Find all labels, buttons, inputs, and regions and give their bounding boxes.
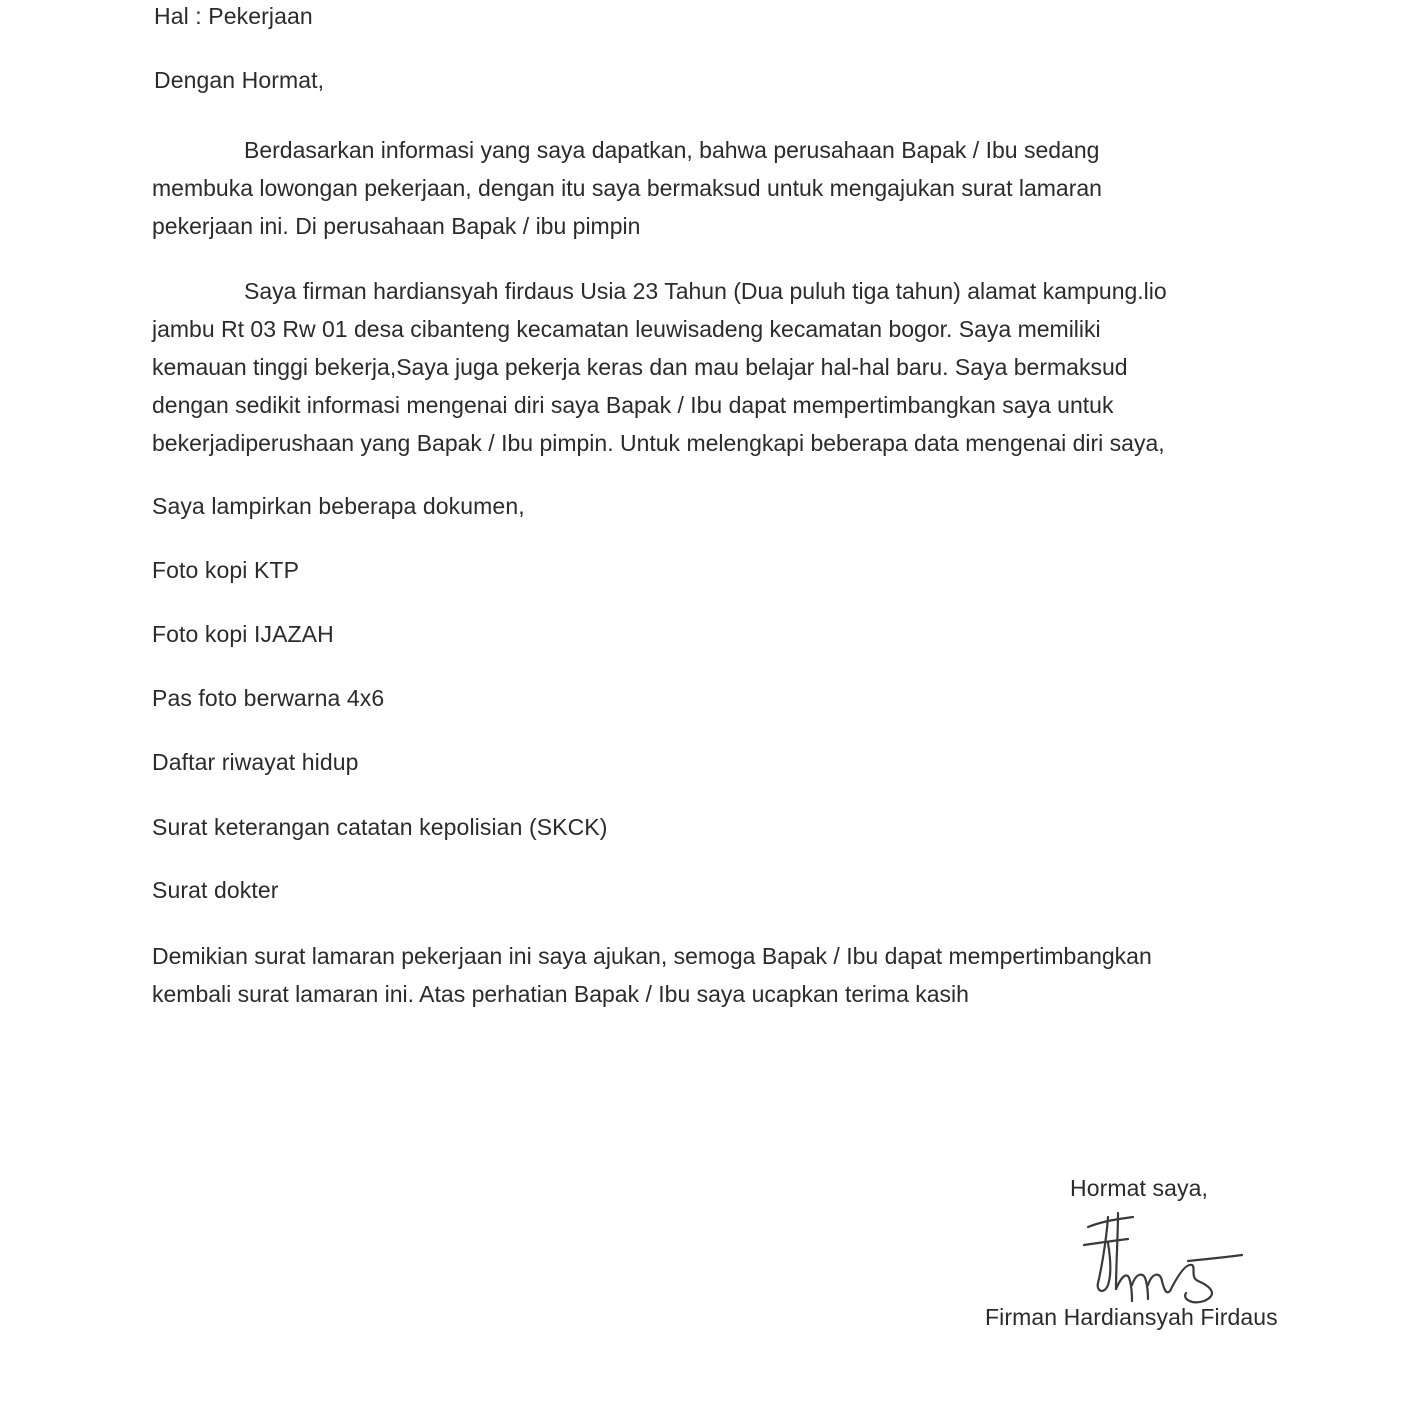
paragraph-line: pekerjaan ini. Di perusahaan Bapak / ibu pimpin: [152, 213, 641, 239]
paragraph-line: Demikian surat lamaran pekerjaan ini saya ajukan, semoga Bapak / Ibu dapat mempertimbangkan: [152, 943, 1152, 969]
signer-name: Firman Hardiansyah Firdaus: [985, 1304, 1278, 1330]
paragraph-personal: [152, 272, 1287, 462]
paragraph-closing: [152, 937, 1287, 1013]
attachment-item: Foto kopi KTP: [152, 557, 300, 583]
letter-greeting: Dengan Hormat,: [154, 67, 325, 93]
attachments-intro: Saya lampirkan beberapa dokumen,: [152, 493, 525, 519]
paragraph-line: Berdasarkan informasi yang saya dapatkan, bahwa perusahaan Bapak / Ibu sedang: [244, 137, 1100, 163]
paragraph-line: dengan sedikit informasi mengenai diri saya Bapak / Ibu dapat mempertimbangkan saya untuk: [152, 392, 1114, 418]
attachment-item: Surat dokter: [152, 877, 279, 903]
paragraph-line: kemauan tinggi bekerja,Saya juga pekerja keras dan mau belajar hal-hal baru. Saya bermaksud: [152, 354, 1128, 380]
letter-subject: Hal : Pekerjaan: [154, 3, 313, 29]
paragraph-line: bekerjadiperushaan yang Bapak / Ibu pimpin. Untuk melengkapi beberapa data mengenai diri saya,: [152, 430, 1165, 456]
paragraph-line: kembali surat lamaran ini. Atas perhatian Bapak / Ibu saya ucapkan terima kasih: [152, 981, 969, 1007]
paragraph-line: Saya firman hardiansyah firdaus Usia 23 Tahun (Dua puluh tiga tahun) alamat kampung.lio: [244, 278, 1167, 304]
attachment-item: Pas foto berwarna 4x6: [152, 685, 385, 711]
attachment-item: Daftar riwayat hidup: [152, 749, 359, 775]
paragraph-intro: [152, 131, 1287, 245]
sign-off: Hormat saya,: [1070, 1175, 1208, 1201]
attachment-item: Surat keterangan catatan kepolisian (SKCK): [152, 814, 608, 840]
attachment-item: Foto kopi IJAZAH: [152, 621, 334, 647]
paragraph-line: jambu Rt 03 Rw 01 desa cibanteng kecamatan leuwisadeng kecamatan bogor. Saya memiliki: [152, 316, 1101, 342]
paragraph-line: membuka lowongan pekerjaan, dengan itu saya bermaksud untuk mengajukan surat lamaran: [152, 175, 1102, 201]
